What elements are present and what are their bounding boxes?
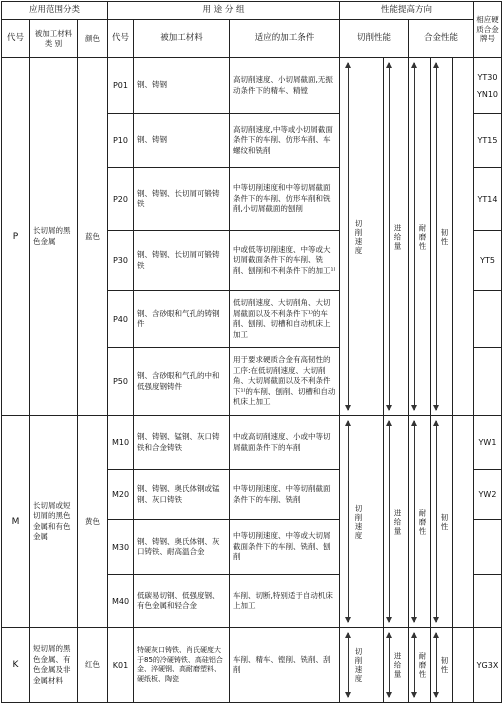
header-grade: 相应硬质合金牌号: [474, 2, 502, 58]
trend-feed-m: [384, 416, 409, 628]
trend-feed-label-m: 进给量: [393, 508, 402, 535]
carbide-classification-table: [1, 1, 502, 703]
row-material-p50: 钢、含砂眼和气孔的中和低强度钢铸件: [134, 348, 230, 416]
row-material-p01: 钢、铸钢: [134, 58, 230, 114]
row-code-m40: M40: [108, 575, 134, 628]
row-condition-p40: 低切削速度、大切削角、大切屑截面以及不利条件下¹⁾的车削、刨削、切槽和自动机床上加工: [230, 291, 340, 348]
trend-speed-label-m: 切削速度: [354, 503, 363, 540]
header-condition: 适应的加工条件: [230, 20, 340, 58]
row-grade-m10: YW1: [474, 416, 502, 470]
row-grade-p01: [474, 58, 502, 114]
row-material-p30: 钢、铸钢、长切屑可锻铸铁: [134, 231, 230, 291]
row-condition-m40: 车削、切断,特别适于自动机床上加工: [230, 575, 340, 628]
row-grade-p30: YT5: [474, 231, 502, 291]
trend-spare-p: [453, 58, 474, 416]
row-material-p40: 钢、含砂眼和气孔的铸钢件: [134, 291, 230, 348]
group-code-k: K: [2, 628, 30, 703]
group-code-m: M: [2, 416, 30, 628]
trend-speed-k: [340, 628, 384, 703]
header-trend: 性能提高方向: [340, 2, 474, 20]
row-code-k01: K01: [108, 628, 134, 703]
header-usage: 用 途 分 组: [108, 2, 340, 20]
row-condition-m10: 中或高切削速度、小或中等切屑截面条件下的车削: [230, 416, 340, 470]
header-group-code: 代号: [108, 20, 134, 58]
grade-p01-a: YT30: [477, 72, 498, 82]
row-condition-p10: 高切削速度,中等或小切屑截面条件下的车削、仿形车削、车螺纹和铣削: [230, 114, 340, 168]
row-condition-p30: 中或低等切削速度、中等或大切屑截面条件下的车削、铣削、刨削和不利条件下的加工¹⁾: [230, 231, 340, 291]
row-material-k01: 特硬灰口铸铁、肖氏硬度大于85的冷硬铸铁、高硅铝合金、淬硬钢、高耐磨塑料、硬纸板、陶瓷: [134, 628, 230, 703]
row-material-p10: 钢、铸钢: [134, 114, 230, 168]
row-grade-p10: YT15: [474, 114, 502, 168]
row-code-p10: P10: [108, 114, 134, 168]
trend-spare-k: [453, 628, 474, 703]
row-grade-p50: [474, 348, 502, 416]
row-condition-p50: 用于要求硬质合金有高韧性的工序:在低切削速度、大切削角、大切屑截面以及不利条件下¹⁾的车削、刨削、切槽和自动机床上加工: [230, 348, 340, 416]
trend-wear-m: [409, 416, 431, 628]
trend-tough-p: [431, 58, 453, 416]
trend-wear-label-m: 耐磨性: [418, 508, 427, 535]
header-material-type: 被加工材料类 别: [30, 20, 78, 58]
row-material-p20: 钢、铸钢、长切屑可锻铸铁: [134, 168, 230, 231]
trend-tough-k: [431, 628, 453, 703]
group-color-p: 蓝色: [78, 58, 108, 416]
header-work-material: 被加工材料: [134, 20, 230, 58]
row-code-m20: M20: [108, 470, 134, 520]
trend-speed-m: [340, 416, 384, 628]
row-condition-k01: 车削、精车、镗削、铣削、刮削: [230, 628, 340, 703]
trend-speed-label-p: 切削速度: [354, 218, 363, 255]
group-material-p: 长切屑的黑色金属: [30, 58, 78, 416]
trend-wear-label-k: 耐磨性: [418, 651, 427, 679]
trend-feed-label-k: 进给量: [393, 651, 402, 679]
group-material-m: 长切屑或短切屑的黑色金属和有色金属: [30, 416, 78, 628]
trend-feed-label-p: 进给量: [393, 223, 402, 250]
row-code-m10: M10: [108, 416, 134, 470]
header-cutting-perf: 切削性能: [340, 20, 409, 58]
header-color: 颜色: [78, 20, 108, 58]
trend-wear-p: [409, 58, 431, 416]
trend-tough-label-k: 韧性: [440, 656, 449, 674]
row-code-p01: P01: [108, 58, 134, 114]
trend-speed-p: [340, 58, 384, 416]
row-code-m30: M30: [108, 520, 134, 575]
row-grade-p20: YT14: [474, 168, 502, 231]
row-material-m40: 低碳易切钢、低强度钢、有色金属和轻合金: [134, 575, 230, 628]
row-code-p50: P50: [108, 348, 134, 416]
trend-tough-label-m: 韧性: [440, 512, 449, 531]
row-grade-p40: [474, 291, 502, 348]
header-alloy-perf: 合金性能: [409, 20, 474, 58]
row-condition-p01: 高切削速度、小切屑截面,无振动条件下的精车、精镗: [230, 58, 340, 114]
group-code-p: P: [2, 58, 30, 416]
trend-tough-m: [431, 416, 453, 628]
row-code-p20: P20: [108, 168, 134, 231]
group-color-m: 黄色: [78, 416, 108, 628]
row-material-m10: 钢、铸钢、锰钢、灰口铸铁和合金铸铁: [134, 416, 230, 470]
row-grade-m40: [474, 575, 502, 628]
trend-feed-k: [384, 628, 409, 703]
row-condition-m20: 中等切削速度、中等切削截面条件下的车削、铣削: [230, 470, 340, 520]
row-condition-m30: 中等切削速度、中等或大切屑截面条件下的车削、铣削、刨削: [230, 520, 340, 575]
group-material-k: 短切屑的黑色金属、有色金属及非金属材料: [30, 628, 78, 703]
row-condition-p20: 中等切削速度和中等切屑截面条件下的车削、仿形车削和铣削,小切屑截面的刨削: [230, 168, 340, 231]
trend-speed-label-k: 切削速度: [354, 647, 363, 683]
row-code-p40: P40: [108, 291, 134, 348]
trend-spare-m: [453, 416, 474, 628]
row-grade-m20: YW2: [474, 470, 502, 520]
header-code: 代号: [2, 20, 30, 58]
grade-p01-b: YN10: [476, 89, 499, 99]
row-material-m30: 钢、铸钢、奥氏体钢、灰口铸铁、耐高温合金: [134, 520, 230, 575]
header-scope: 应用范围分类: [2, 2, 108, 20]
row-code-p30: P30: [108, 231, 134, 291]
row-grade-m30: [474, 520, 502, 575]
group-color-k: 红色: [78, 628, 108, 703]
trend-wear-k: [409, 628, 431, 703]
trend-tough-label-p: 韧性: [440, 227, 449, 246]
trend-feed-p: [384, 58, 409, 416]
trend-wear-label-p: 耐磨性: [418, 223, 427, 250]
row-material-m20: 钢、铸钢、奥氏体钢或锰钢、灰口铸铁: [134, 470, 230, 520]
row-grade-k01: YG3X: [474, 628, 502, 703]
